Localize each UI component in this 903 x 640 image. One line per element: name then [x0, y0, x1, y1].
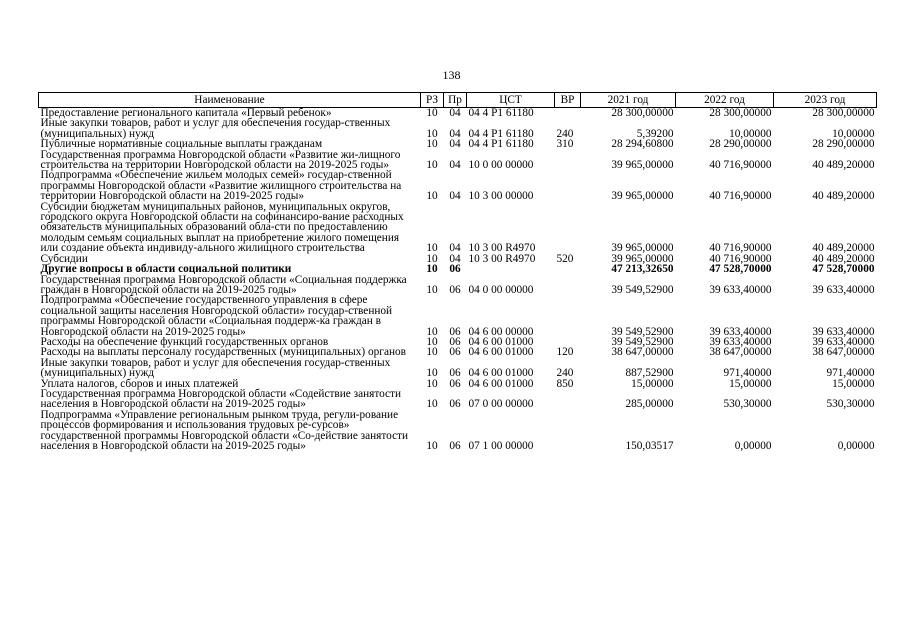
cell-vr: 120 [556, 346, 574, 359]
cell-2021: 47 213,32650 [611, 263, 674, 276]
cell-pr: 04 [449, 107, 461, 119]
budget-table [38, 92, 877, 451]
cell-pr: 06 [449, 377, 461, 390]
cell-rz: 10 [426, 107, 438, 119]
cell-pr: 06 [449, 335, 461, 348]
cell-pr: 04 [449, 127, 461, 140]
cell-cst: 10 3 00 00000 [468, 190, 534, 203]
cell-2023: 10,00000 [832, 127, 875, 140]
cell-2021: 28 300,00000 [611, 107, 674, 119]
cell-rz: 10 [426, 398, 438, 411]
header-2022: 2022 год [676, 93, 774, 108]
cell-2023: 39 633,40000 [812, 335, 875, 348]
cell-2023: 38 647,00000 [812, 346, 875, 359]
cell-pr: 06 [449, 367, 461, 380]
cell-cst [467, 264, 555, 274]
cell-cst: 10 3 00 R4970 [468, 252, 536, 265]
cell-2022: 47 528,70000 [709, 263, 772, 276]
cell-2023: 28 290,00000 [812, 138, 875, 151]
page-number: 138 [442, 68, 461, 82]
cell-rz: 10 [426, 242, 438, 255]
table-row [39, 170, 877, 201]
cell-cst: 04 6 00 01000 [468, 377, 534, 390]
cell-2023: 971,40000 [826, 367, 875, 380]
cell-2022: 38 647,00000 [709, 346, 772, 359]
cell-vr [555, 275, 581, 296]
cell-vr: 240 [556, 127, 574, 140]
cell-name: Субсидии бюджетам муниципальных районов, муниципальных округов, городского округа Новгородской области на софинансиро-вание расходных обязательств муниципальных образований обла-сти по предоставлению молодым семьям социальных выплат на приобретение жилого помещения или создание объекта индивиду-ального жилищного строительства [40, 200, 404, 255]
cell-2022: 39 633,40000 [709, 283, 772, 296]
cell-cst: 04 4 P1 61180 [468, 127, 534, 140]
cell-cst: 04 4 P1 61180 [468, 107, 534, 119]
cell-2023: 0,00000 [837, 440, 875, 452]
cell-2022: 15,00000 [729, 377, 772, 390]
cell-name: Государственная программа Новгородской области «Содействие занятости населения в Новгородской области на 2019-2025 годы» [40, 387, 402, 411]
cell-2022: 40 716,90000 [709, 190, 772, 203]
cell-name: Подпрограмма «Обеспечение жильем молодых семей» государ-ственной программы Новгородской области «Развитие жилищного строительства на территории Новгородской области на 2019-2025 годы» [40, 169, 402, 203]
cell-pr: 06 [449, 346, 461, 359]
cell-name: Подпрограмма «Управление региональным рынком труда, регули-рование процессов формирования и использования трудовых ре-сурсов» государственной программы Новгородской области «Со-действие занятости населения в Новгородской области на 2019-2025 годы» [40, 408, 409, 452]
cell-cst: 04 0 00 00000 [468, 283, 534, 296]
table-header-row [39, 93, 877, 108]
cell-rz: 10 [426, 283, 438, 296]
cell-vr [555, 410, 581, 452]
cell-2023: 39 633,40000 [812, 283, 875, 296]
cell-2021: 28 294,60800 [611, 138, 674, 151]
cell-rz: 10 [426, 159, 438, 172]
cell-2022: 10,00000 [729, 127, 772, 140]
cell-2023: 40 489,20000 [812, 242, 875, 255]
cell-rz: 10 [426, 335, 438, 348]
header-2023: 2023 год [774, 93, 877, 108]
cell-vr [555, 108, 581, 119]
cell-2021: 887,52900 [625, 367, 674, 380]
cell-2022: 40 716,90000 [709, 159, 772, 172]
cell-pr: 04 [449, 252, 461, 265]
cell-name: Другие вопросы в области социальной политики [40, 263, 292, 276]
cell-2023: 15,00000 [832, 377, 875, 390]
cell-cst: 04 6 00 01000 [468, 335, 534, 348]
cell-rz: 10 [426, 127, 438, 140]
table-body [39, 108, 877, 452]
cell-2021: 38 647,00000 [611, 346, 674, 359]
cell-2021: 285,00000 [625, 398, 674, 411]
cell-vr: 850 [556, 377, 574, 390]
header-pr: Пр [444, 93, 467, 108]
header-name: Наименование [39, 93, 421, 108]
cell-2021: 39 549,52900 [611, 325, 674, 338]
cell-vr [555, 389, 581, 410]
table-row [39, 118, 877, 139]
cell-name: Иные закупки товаров, работ и услуг для обеспечения государ-ственных (муниципальных) нужд [40, 356, 391, 380]
cell-pr: 04 [449, 138, 461, 151]
cell-name: Расходы на выплаты персоналу государственных (муниципальных) органов [40, 346, 406, 359]
table-row [39, 389, 877, 410]
cell-vr: 240 [556, 367, 574, 380]
cell-2021: 39 965,00000 [611, 252, 674, 265]
header-vr: ВР [555, 93, 581, 108]
cell-pr: 04 [449, 159, 461, 172]
cell-2023: 40 489,20000 [812, 252, 875, 265]
cell-2022: 28 300,00000 [709, 107, 772, 119]
cell-2021: 39 549,52900 [611, 335, 674, 348]
cell-rz: 10 [426, 190, 438, 203]
cell-cst: 04 4 P1 61180 [468, 138, 534, 151]
cell-2023: 39 633,40000 [812, 325, 875, 338]
cell-cst: 07 1 00 00000 [468, 440, 534, 452]
cell-pr: 06 [449, 263, 461, 276]
cell-2021: 39 965,00000 [611, 242, 674, 255]
cell-name: Публичные нормативные социальные выплаты гражданам [40, 138, 323, 151]
header-2021: 2021 год [581, 93, 676, 108]
header-rz: РЗ [421, 93, 444, 108]
cell-name: Расходы на обеспечение функций государственных органов [40, 335, 329, 348]
cell-vr [555, 170, 581, 201]
cell-2023: 40 489,20000 [812, 159, 875, 172]
cell-rz: 10 [426, 325, 438, 338]
table-row [39, 150, 877, 171]
cell-2022: 971,40000 [723, 367, 772, 380]
cell-name: Иные закупки товаров, работ и услуг для обеспечения государ-ственных (муниципальных) нужд [40, 117, 391, 140]
cell-name: Предоставление регионального капитала «Первый ребенок» [40, 107, 332, 119]
cell-2023: 530,30000 [826, 398, 875, 411]
table-row [39, 264, 877, 274]
cell-cst: 07 0 00 00000 [468, 398, 534, 411]
cell-name: Субсидии [40, 252, 88, 265]
cell-name: Подпрограмма «Обеспечение государственного управления в сфере социальной защиты населения Новгородской области» государ-ственной программы Новгородской области «Социальная поддерж-ка граждан в Новгородской области на 2019-2025 годы» [40, 294, 393, 338]
table-row [39, 410, 877, 452]
cell-2022: 39 633,40000 [709, 325, 772, 338]
cell-name: Государственная программа Новгородской области «Развитие жи-лищного строительства на территории Новгородской области на 2019-2025 годы» [40, 148, 401, 172]
header-cst: ЦСТ [467, 93, 555, 108]
cell-vr [555, 202, 581, 254]
cell-2022: 530,30000 [723, 398, 772, 411]
cell-2021: 39 965,00000 [611, 159, 674, 172]
cell-2021: 39 965,00000 [611, 190, 674, 203]
cell-pr: 06 [449, 325, 461, 338]
cell-pr: 06 [449, 440, 461, 452]
table-row [39, 295, 877, 337]
cell-cst: 04 6 00 00000 [468, 325, 534, 338]
cell-2023: 47 528,70000 [812, 263, 875, 276]
cell-vr [555, 150, 581, 171]
cell-rz: 10 [426, 440, 438, 452]
cell-cst: 04 6 00 01000 [468, 346, 534, 359]
cell-2023: 40 489,20000 [812, 190, 875, 203]
cell-rz: 10 [426, 252, 438, 265]
table-row [39, 358, 877, 379]
cell-cst: 04 6 00 01000 [468, 367, 534, 380]
cell-2021: 39 549,52900 [611, 283, 674, 296]
cell-2022: 40 716,90000 [709, 252, 772, 265]
cell-2022: 39 633,40000 [709, 335, 772, 348]
cell-2021: 150,03517 [625, 440, 674, 452]
cell-rz: 10 [426, 138, 438, 151]
cell-pr: 04 [449, 242, 461, 255]
cell-rz: 10 [426, 346, 438, 359]
cell-cst: 10 3 00 R4970 [468, 242, 536, 255]
cell-2022: 28 290,00000 [709, 138, 772, 151]
cell-pr: 04 [449, 190, 461, 203]
cell-2021: 5,39200 [636, 127, 674, 140]
cell-pr: 06 [449, 398, 461, 411]
cell-pr: 06 [449, 283, 461, 296]
table-row [39, 202, 877, 254]
cell-rz: 10 [426, 263, 438, 276]
cell-rz: 10 [426, 377, 438, 390]
cell-cst: 10 0 00 00000 [468, 159, 534, 172]
cell-vr: 310 [556, 138, 574, 151]
table-row [39, 275, 877, 296]
cell-2023: 28 300,00000 [812, 107, 875, 119]
cell-name: Уплата налогов, сборов и иных платежей [40, 377, 239, 390]
cell-vr [555, 264, 581, 274]
cell-rz: 10 [426, 367, 438, 380]
cell-2022: 40 716,90000 [709, 242, 772, 255]
cell-vr: 520 [556, 252, 574, 265]
cell-name: Государственная программа Новгородской области «Социальная поддержка граждан в Новгородской области на 2019-2025 годы» [40, 273, 407, 296]
cell-2022: 0,00000 [734, 440, 772, 452]
cell-2021: 15,00000 [631, 377, 674, 390]
cell-vr [555, 295, 581, 337]
